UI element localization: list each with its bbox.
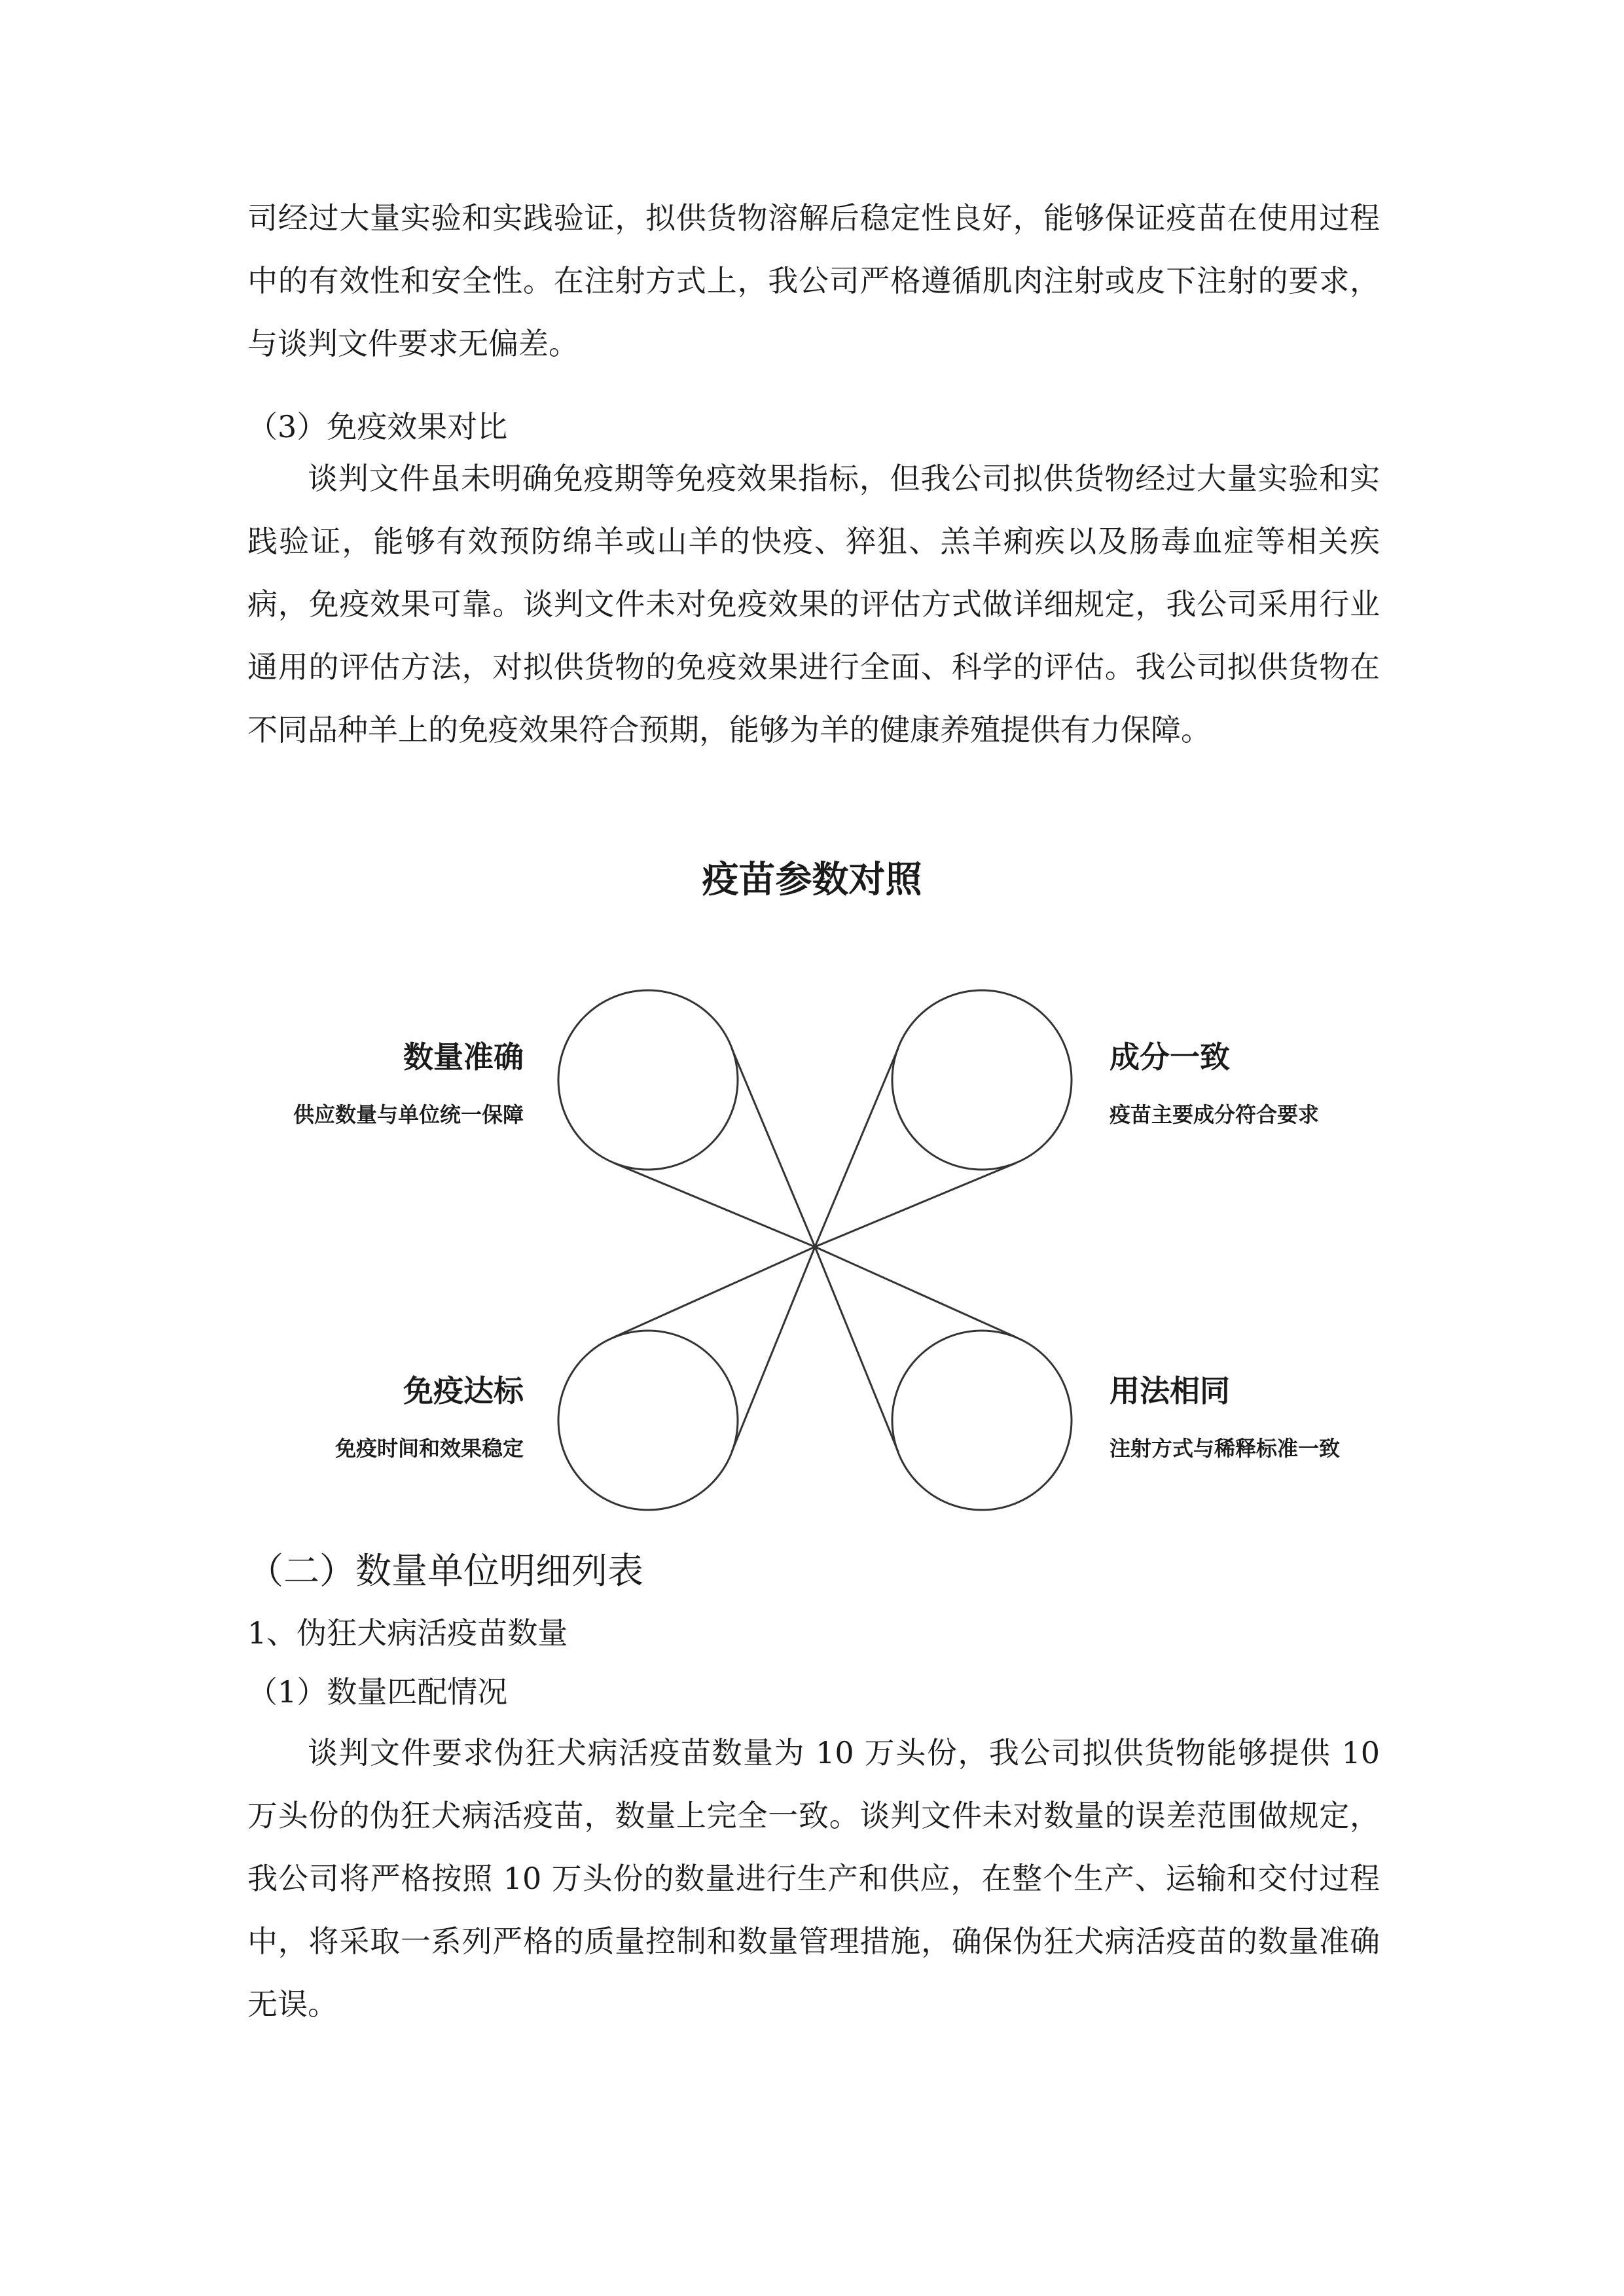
- circle-bottom-left: [558, 1331, 738, 1510]
- circle-bottom-right: [892, 1331, 1072, 1510]
- paragraph-immune-effect: 谈判文件虽未明确免疫期等免疫效果指标，但我公司拟供货物经过大量实验和实践验证，能够有效预防绵羊或山羊的快疫、猝狙、羔羊痢疾以及肠毒血症等相关疾病，免疫效果可靠。谈判文件未对免疫效果的评估方式做详细规定，我公司采用行业通用的评估方法，对拟供货物的免疫效果进行全面、科学的评估。我公司拟供货物在不同品种羊上的免疫效果符合预期，能够为羊的健康养殖提供有力保障。: [247, 461, 1380, 747]
- node-desc-usage: 注射方式与稀释标准一致: [1110, 1436, 1341, 1461]
- node-title-ingredient: 成分一致: [1110, 1039, 1230, 1075]
- circle-top-left: [558, 990, 738, 1170]
- subsection-pseudorabies-quantity: 1、伪狂犬病活疫苗数量: [247, 1615, 568, 1651]
- circle-top-right: [892, 990, 1072, 1170]
- node-desc-quantity: 供应数量与单位统一保障: [293, 1102, 524, 1127]
- node-title-usage: 用法相同: [1110, 1373, 1230, 1408]
- paragraph-quantity-match: 谈判文件要求伪狂犬病活疫苗数量为 10 万头份，我公司拟供货物能够提供 10 万头份的伪狂犬病活疫苗，数量上完全一致。谈判文件未对数量的误差范围做规定，我公司将严格按照 10 万头份的数量进行生产和供应，在整个生产、运输和交付过程中，将采取一系列严格的质量控制和数量管理措施，确保伪狂犬病活疫苗的数量准确无误。: [247, 1735, 1380, 2022]
- section-heading-quantity-list: （二）数量单位明细列表: [247, 1550, 644, 1592]
- subheading-immune-effect: （3）免疫效果对比: [247, 409, 508, 444]
- paragraph-dissolution: 司经过大量实验和实践验证，拟供货物溶解后稳定性良好，能够保证疫苗在使用过程中的有效性和安全性。在注射方式上，我公司严格遵循肌肉注射或皮下注射的要求，与谈判文件要求无偏差。: [247, 200, 1380, 361]
- node-title-immunity: 免疫达标: [403, 1373, 524, 1408]
- subheading-quantity-match: （1）数量匹配情况: [247, 1674, 508, 1710]
- node-desc-immunity: 免疫时间和效果稳定: [334, 1436, 524, 1461]
- node-desc-ingredient: 疫苗主要成分符合要求: [1110, 1102, 1320, 1127]
- diagram-title: 疫苗参数对照: [702, 859, 922, 901]
- node-title-quantity: 数量准确: [403, 1039, 524, 1075]
